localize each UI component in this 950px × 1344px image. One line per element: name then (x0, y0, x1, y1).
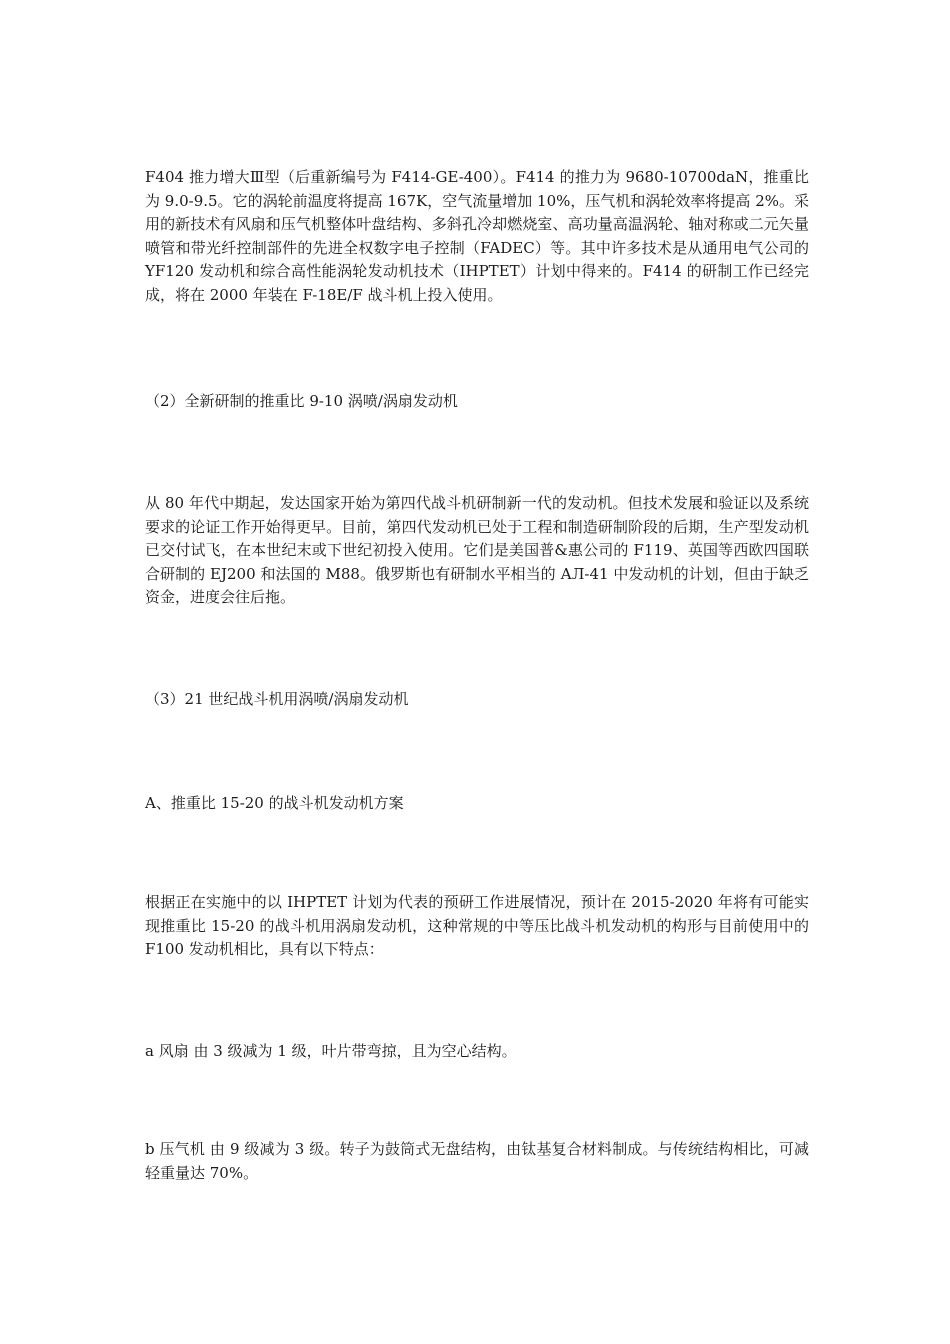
paragraph-ihptet: 根据正在实施中的以 IHPTET 计划为代表的预研工作进展情况，预计在 2015-2020 年将有可能实现推重比 15-20 的战斗机用涡扇发动机，这种常规的中等压比战斗机发动机的构形与目前使用中的 F100 发动机相比，具有以下特点： (145, 893, 809, 959)
list-item-fan: a 风扇 由 3 级减为 1 级，叶片带弯掠，且为空心结构。 (145, 1042, 517, 1060)
section-heading-3: （3）21 世纪战斗机用涡喷/涡扇发动机 (145, 690, 409, 708)
section-heading-2: （2）全新研制的推重比 9-10 涡喷/涡扇发动机 (145, 392, 458, 410)
subsection-heading-a: A、推重比 15-20 的战斗机发动机方案 (145, 794, 404, 812)
list-item-compressor: b 压气机 由 9 级减为 3 级。转子为鼓筒式无盘结构，由钛基复合材料制成。与传统结构相比，可减轻重量达 70%。 (145, 1140, 809, 1182)
paragraph-fourth-gen-engines: 从 80 年代中期起，发达国家开始为第四代战斗机研制新一代的发动机。但技术发展和验证以及系统要求的论证工作开始得更早。目前，第四代发动机已处于工程和制造研制阶段的后期，生产型发动机已交付试飞，在本世纪末或下世纪初投入使用。它们是美国普&惠公司的 F119、英国等西欧四国联合研制的 EJ200 和法国的 M88。俄罗斯也有研制水平相当的 АЛ-41 中发动机的计划，但由于缺乏资金，进度会往后拖。 (145, 494, 809, 607)
paragraph-f414: F404 推力增大Ⅲ型（后重新编号为 F414-GE-400）。F414 的推力为 9680-10700daN，推重比为 9.0-9.5。它的涡轮前温度将提高 167K，空气流量增加 10%，压气机和涡轮效率将提高 2%。采用的新技术有风扇和压气机整体叶盘结构、多斜孔冷却燃烧室、高功量高温涡轮、轴对称或二元矢量喷管和带光纤控制部件的先进全权数字电子控制（FADEC）等。其中许多技术是从通用电气公司的 YF120 发动机和综合高性能涡轮发动机技术（IHPTET）计划中得来的。F414 的研制工作已经完成，将在 2000 年装在 F-18E/F 战斗机上投入使用。 (145, 168, 809, 304)
